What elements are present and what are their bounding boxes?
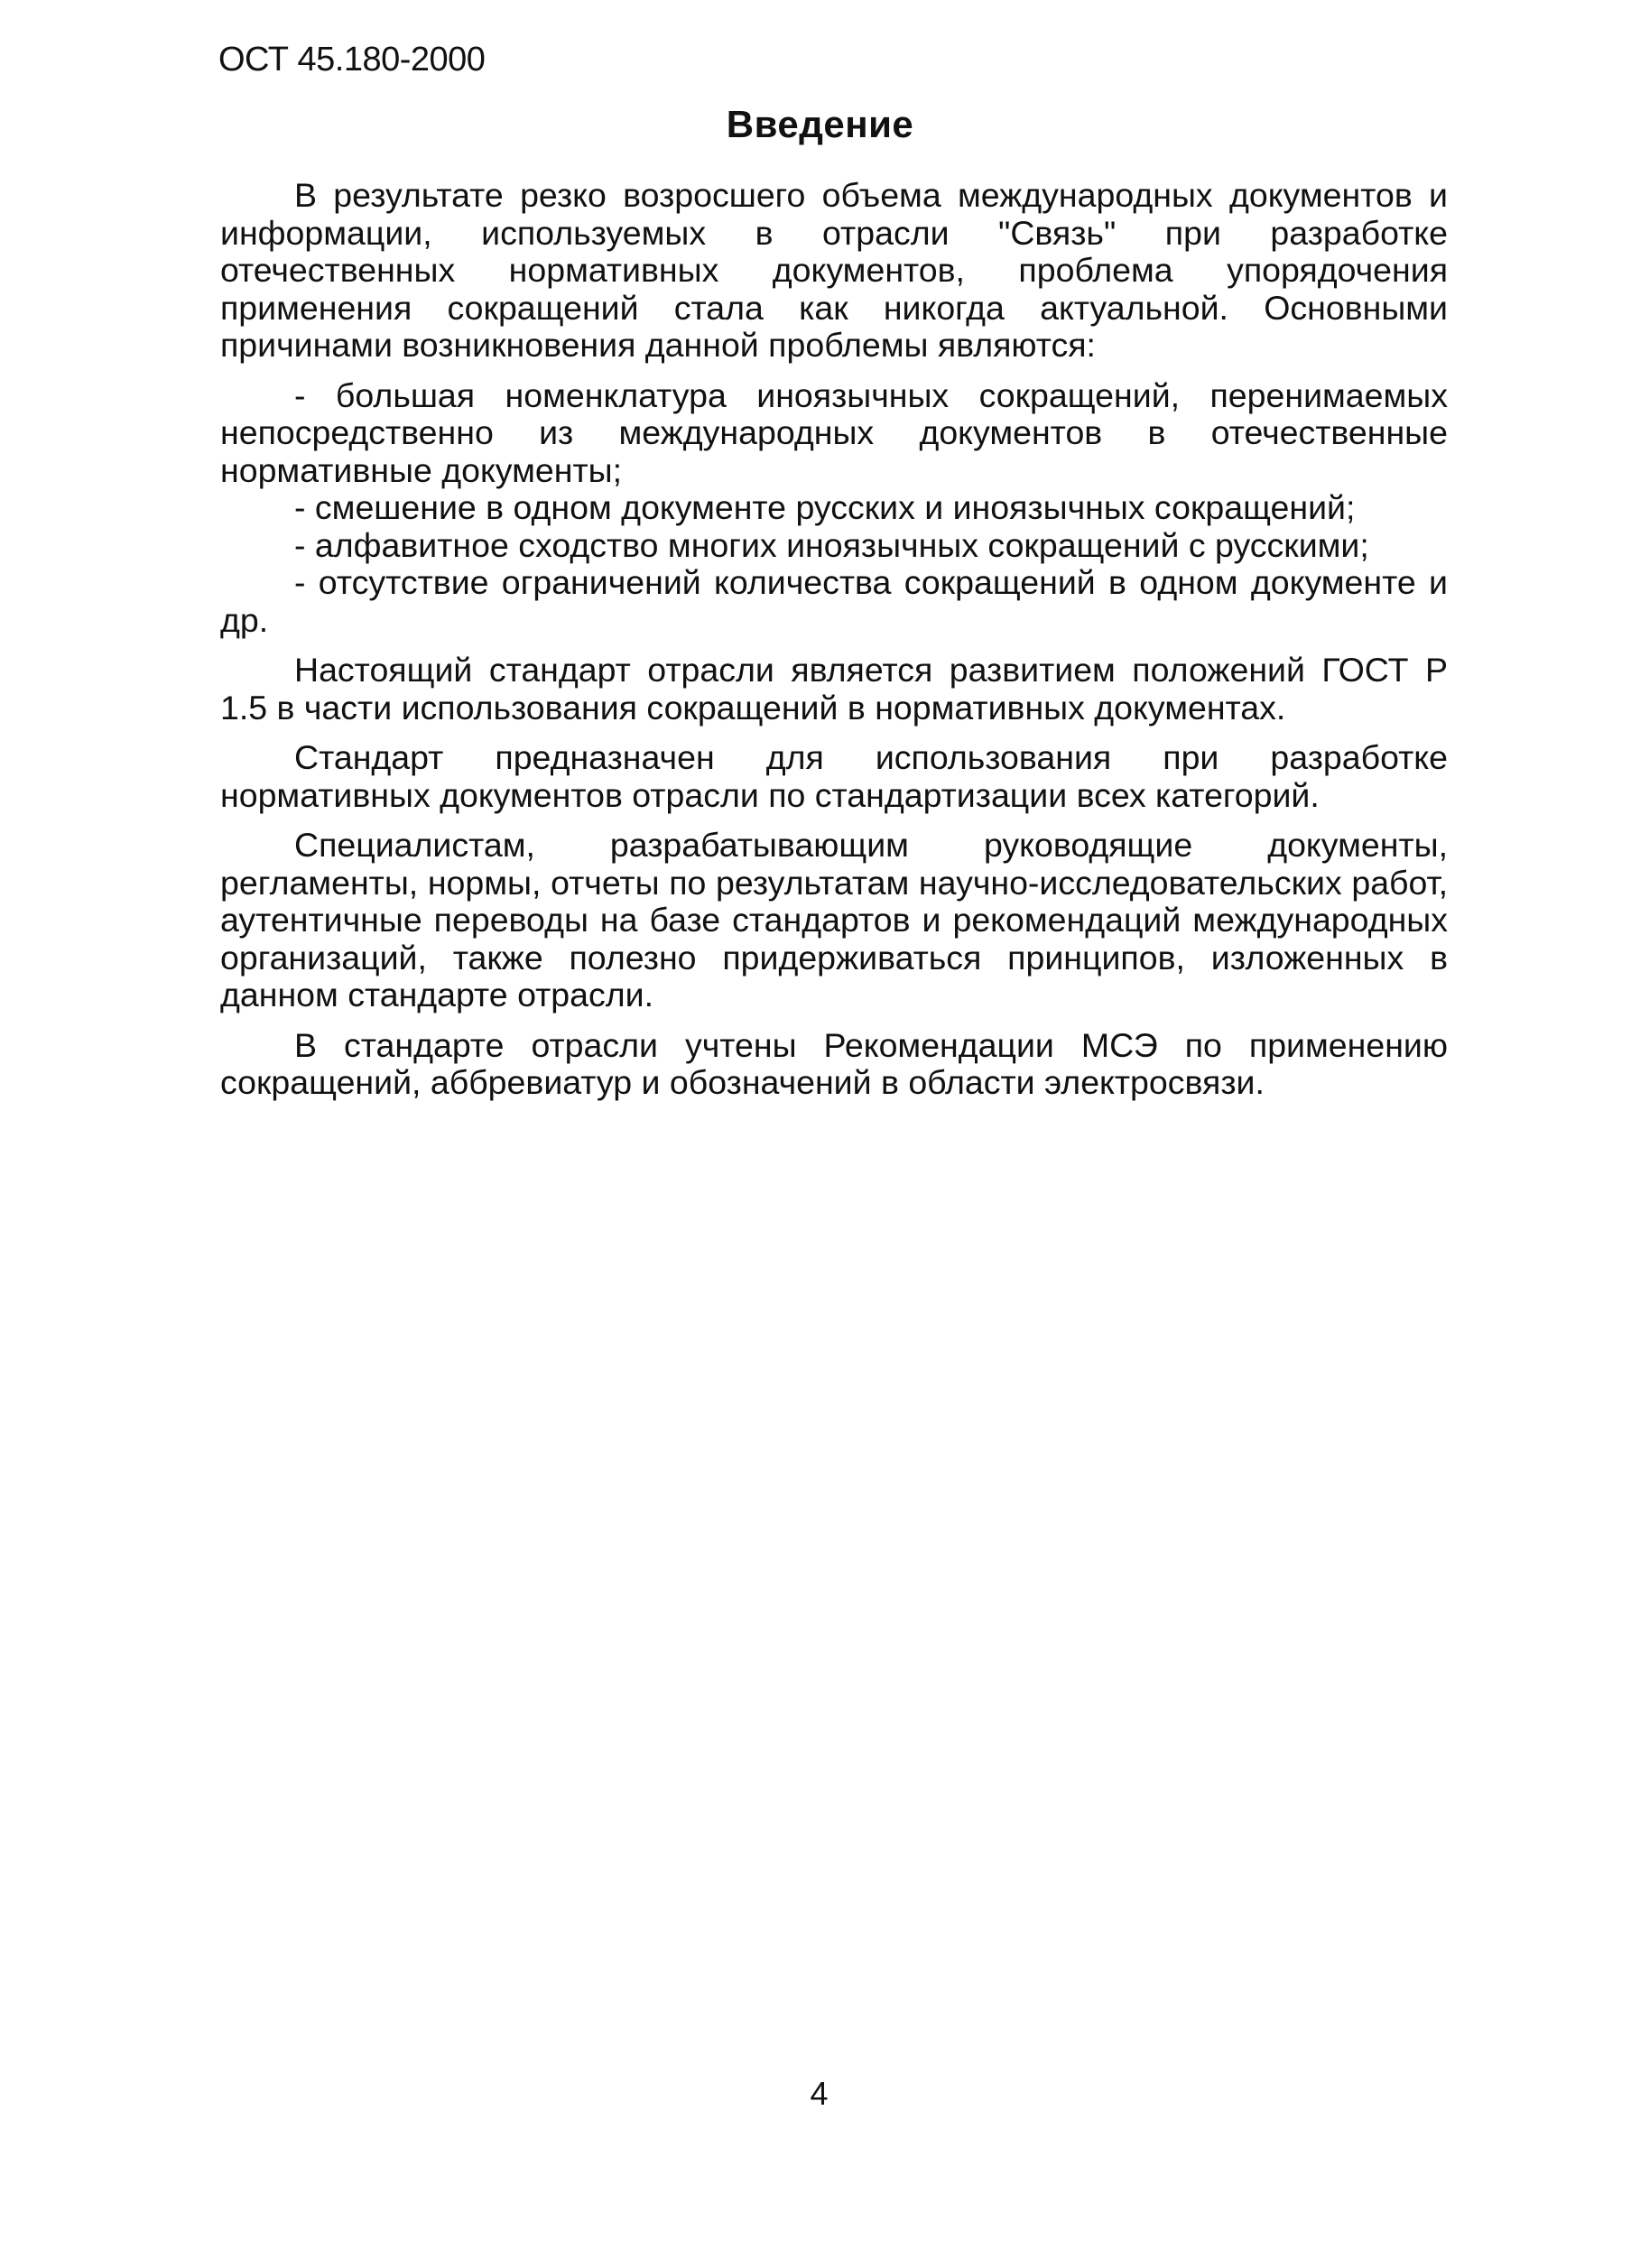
section-title: Введение [726, 103, 914, 145]
paragraph-gost: Настоящий стандарт отрасли является развитием положений ГОСТ Р 1.5 в части использования сокращений в нормативных документах. [220, 651, 1448, 727]
paragraph-purpose: Стандарт предназначен для использования при разработке нормативных документов отрасли по стандартизации всех категорий. [220, 738, 1448, 814]
list-item: - большая номенклатура иноязычных сокращений, перенимаемых непосредственно из международных документов в отечественные нормативные документы; [220, 375, 1448, 489]
list-item: - смешение в одном документе русских и иноязычных сокращений; [294, 488, 1356, 526]
paragraph-intro: В результате резко возросшего объема международных документов и информации, используемых в отрасли "Связь" при разработке отечественных нормативных документов, проблема упорядочения применения сокращений стала как никогда актуальной. Основными причинами возникновения данной проблемы являются: [220, 176, 1448, 364]
page-number: 4 [810, 2075, 829, 2112]
document-code: ОСТ 45.180-2000 [218, 41, 486, 79]
list-item: - алфавитное сходство многих иноязычных сокращений с русскими; [294, 525, 1369, 564]
list-item: - отсутствие ограничений количества сокращений в одном документе и др. [220, 563, 1448, 639]
paragraph-specialists: Специалистам, разрабатывающим руководящие документы, регламенты, нормы, отчеты по результатам научно-исследовательских работ, аутентичные переводы на базе стандартов и рекомендаций международных организаций, также полезно придерживаться принципов, изложенных в данном стандарте отрасли. [220, 826, 1448, 1014]
paragraph-itu: В стандарте отрасли учтены Рекомендации МСЭ по применению сокращений, аббревиатур и обозначений в области электросвязи. [220, 1025, 1448, 1101]
reasons-list [220, 377, 1448, 640]
document-body [220, 177, 1448, 1115]
